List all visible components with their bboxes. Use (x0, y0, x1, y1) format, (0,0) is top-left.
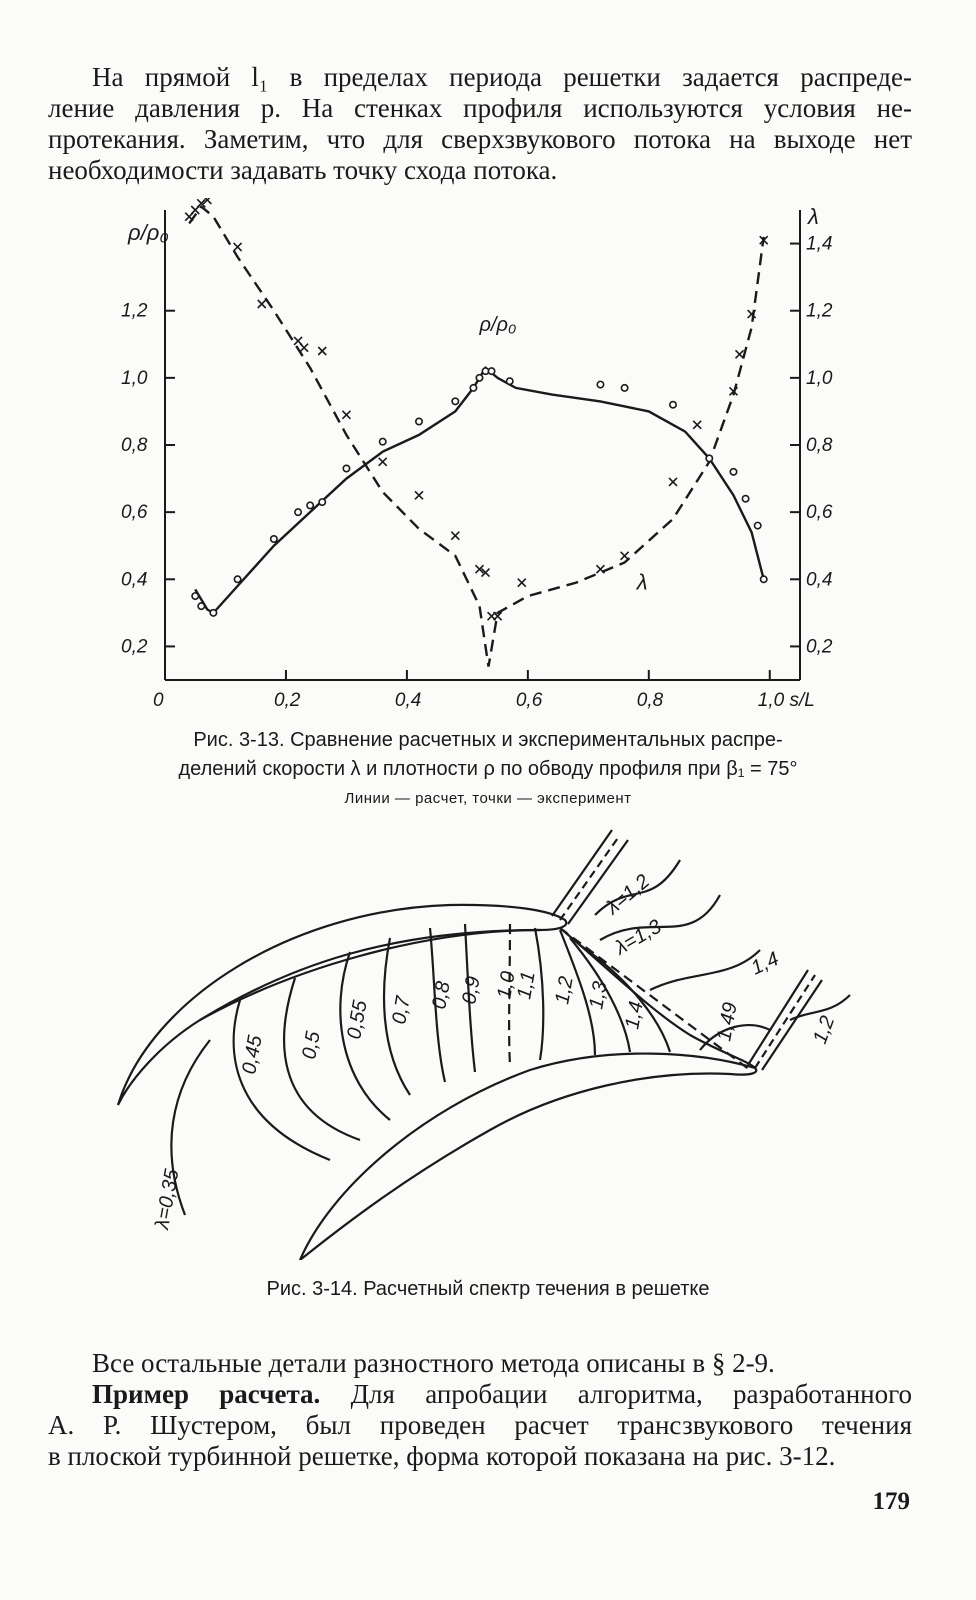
rho-curve-label: ρ/ρ₀ (479, 313, 517, 336)
rho-experiment-point (476, 375, 482, 381)
isoline-label: λ=1,3 (611, 915, 666, 960)
left-tick-label: 0,8 (121, 435, 148, 456)
left-axis-title: ρ/ρ₀ (128, 220, 169, 245)
isoline-label: 1,2 (551, 974, 578, 1006)
left-tick-label: 1,2 (121, 300, 148, 322)
right-axis-title: λ (808, 204, 819, 229)
x-tick-label: 0,2 (273, 690, 301, 711)
isoline-label: 0,45 (238, 1033, 267, 1076)
lambda-experiment-point (318, 347, 326, 355)
isoline-label: 1,3 (585, 979, 612, 1011)
rho-experiment-point (670, 402, 676, 408)
right-tick-label: 1,4 (806, 233, 833, 255)
lambda-experiment-point (234, 243, 242, 251)
rho-experiment-point (234, 576, 240, 582)
rho-experiment-point (621, 385, 627, 391)
rho-experiment-point (706, 455, 712, 461)
intro-line-2: ление давления p. На стенках профиля используются условия не- (48, 93, 912, 123)
rho-experiment-point (295, 509, 301, 515)
left-tick-label: 0,6 (121, 502, 148, 524)
rho-experiment-point (730, 469, 736, 475)
lambda-experiment-point (451, 532, 459, 540)
lambda-curve (189, 207, 764, 667)
closing-paragraph (48, 1348, 912, 1472)
isoline-label: λ=1,2 (602, 870, 655, 919)
isoline-label: 1,0 (493, 969, 520, 1001)
lambda-curve-label: λ (636, 569, 648, 595)
right-tick-label: 0,2 (806, 636, 833, 658)
rho-experiment-point (416, 418, 422, 424)
rho-experiment-point (198, 603, 204, 609)
isoline-label: λ=0,35 (151, 1167, 184, 1231)
left-tick-label: 0,4 (121, 569, 148, 591)
rho-experiment-point (597, 381, 603, 387)
x-tick-label: 0,4 (394, 690, 422, 711)
figure-3-14-diagram (90, 820, 890, 1260)
rho-experiment-point (271, 536, 277, 542)
rho-curve (195, 368, 764, 613)
x-tick-label: 1,0 s/L (757, 690, 815, 711)
rho-experiment-point (380, 438, 386, 444)
lambda-experiment-point (736, 350, 744, 358)
right-tick-label: 1,2 (806, 300, 833, 322)
isoline-label: 0,55 (343, 998, 372, 1041)
lambda-experiment-point (415, 491, 423, 499)
outflow-isoline-14 (650, 950, 760, 990)
closing-line-3: А. Р. Шустером, был проведен расчет трансзвукового течения (48, 1410, 912, 1440)
isoline-label: 0,7 (388, 994, 415, 1026)
lambda-experiment-point (693, 421, 701, 429)
lower-blade (300, 1054, 756, 1260)
figure-3-13-chart (120, 198, 850, 718)
wake-lower-1 (755, 975, 815, 1068)
isoline-045 (234, 1000, 330, 1160)
right-tick-label: 1,0 (806, 367, 833, 389)
closing-line-1: Все остальные детали разностного метода описаны в § 2-9. (92, 1348, 775, 1378)
rho-experiment-point (742, 496, 748, 502)
lambda-experiment-point (379, 458, 387, 466)
x-tick-label: 0,6 (515, 690, 543, 711)
isoline-label: 1,4 (621, 999, 648, 1031)
lambda-experiment-point (669, 478, 677, 486)
lambda-experiment-point (621, 552, 629, 560)
lambda-experiment-point (596, 565, 604, 573)
intro-line-3: протекания. Заметим, что для сверхзвукового потока на выходе нет (48, 124, 912, 154)
isoline-label: 1,49 (713, 1000, 742, 1043)
figure-3-14-caption: Рис. 3-14. Расчетный спектр течения в решетке (266, 1278, 710, 1300)
closing-line-2 (48, 1379, 912, 1410)
figure-3-13-note: Линии — расчет, точки — эксперимент (344, 790, 632, 807)
figure-3-13-caption-line2: делений скорости λ и плотности ρ по обводу профиля при β₁ = 75° (178, 758, 798, 780)
isoline-11 (535, 928, 543, 1060)
rho-experiment-point (488, 368, 494, 374)
closing-line-4: в плоской турбинной решетке, форма которой показана на рис. 3-12. (48, 1441, 836, 1471)
figure-3-13-caption (0, 726, 976, 813)
rho-experiment-point (319, 499, 325, 505)
left-tick-label: 1,0 (121, 367, 148, 389)
rho-experiment-point (761, 576, 767, 582)
x-tick-label: 0 (153, 690, 164, 711)
figure-3-13-caption-line1: Рис. 3-13. Сравнение расчетных и экспериментальных распре- (193, 729, 783, 751)
closing-line-2-rest: Для апробации алгоритма, разработанного (320, 1379, 912, 1409)
intro-paragraph (48, 62, 912, 186)
lambda-experiment-point (518, 579, 526, 587)
isoline-label: 1,2 (809, 1013, 840, 1047)
right-tick-label: 0,6 (806, 502, 833, 524)
rho-experiment-point (210, 610, 216, 616)
rho-experiment-point (343, 465, 349, 471)
lambda-experiment-point (258, 300, 266, 308)
example-heading: Пример расчета. (92, 1379, 321, 1409)
isoline-label: 1,1 (513, 969, 540, 1001)
left-tick-label: 0,2 (121, 636, 148, 658)
upper-blade (118, 905, 566, 1105)
rho-experiment-point (470, 385, 476, 391)
lambda-experiment-point (342, 411, 350, 419)
rho-experiment-point (452, 398, 458, 404)
isoline-label: 0,5 (298, 1029, 325, 1061)
right-tick-label: 0,4 (806, 569, 833, 591)
x-tick-label: 0,8 (636, 690, 664, 711)
isoline-label: 0,9 (458, 974, 485, 1006)
page-number: 179 (872, 1488, 910, 1515)
rho-experiment-point (307, 502, 313, 508)
rho-experiment-point (192, 593, 198, 599)
isoline-label: 1,4 (747, 947, 783, 980)
intro-line-1: На прямой l₁ в пределах периода решетки задается распреде- (92, 62, 912, 92)
rho-experiment-point (507, 378, 513, 384)
right-tick-label: 0,8 (806, 435, 833, 456)
lambda-experiment-point (300, 344, 308, 352)
isoline-label: 0,8 (428, 979, 455, 1011)
intro-line-4: необходимости задавать точку схода потока. (48, 155, 558, 185)
rho-experiment-point (754, 522, 760, 528)
